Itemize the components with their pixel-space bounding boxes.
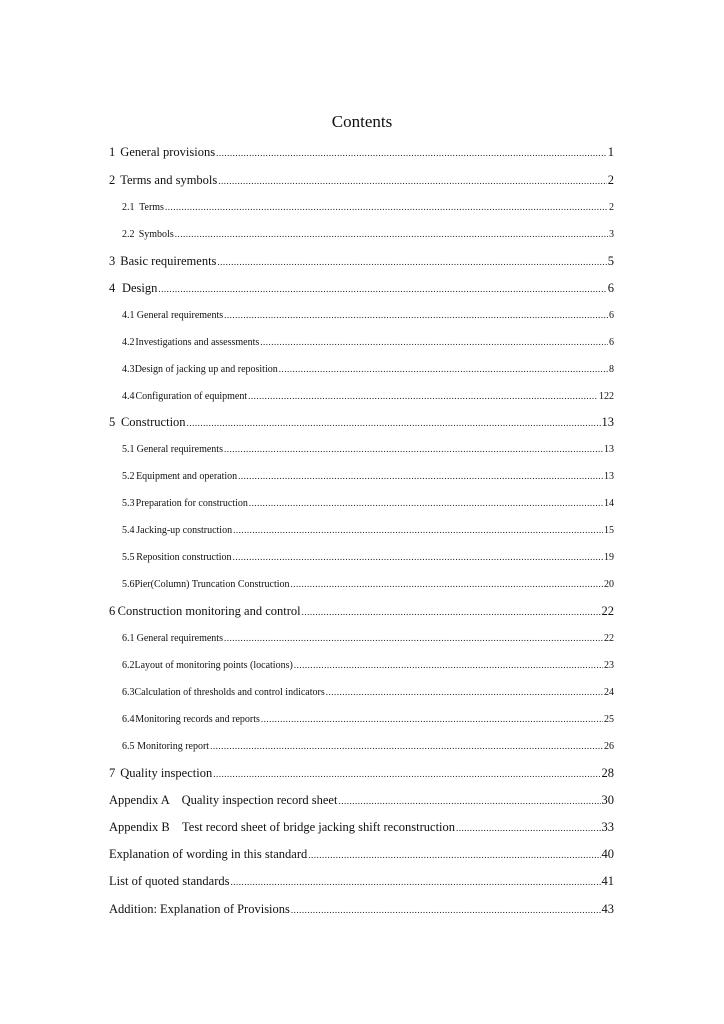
toc-entry-label: Monitoring report [137, 741, 210, 752]
toc-entry-label: Investigations and assessments [135, 337, 260, 348]
toc-entry-number: 4 [109, 281, 116, 295]
toc-entry-page-number: 30 [601, 793, 614, 807]
toc-entry-number: 6.4 [122, 714, 135, 725]
toc-dot-leader [249, 495, 603, 511]
toc-entry-page-number: 2 [607, 173, 614, 187]
toc-entry[interactable] [109, 846, 614, 863]
toc-entry[interactable] [122, 495, 614, 512]
toc-entry[interactable] [122, 522, 614, 539]
toc-entry-label: Appendix A Quality inspection record sheet [109, 793, 338, 807]
toc-entry-number: 6.2 [122, 660, 135, 671]
toc-entry-label: Basic requirements [120, 254, 217, 268]
toc-entry[interactable] [109, 172, 614, 189]
toc-entry-number: 5.4 [122, 525, 135, 536]
toc-entry-page-number: 6 [609, 337, 614, 348]
toc-entry-page-number: 19 [604, 552, 614, 563]
toc-entry-number: 4.3 [122, 364, 135, 375]
toc-entry-page-number: 23 [604, 660, 614, 671]
toc-entry-label: Jacking-up construction [136, 525, 233, 536]
toc-entry-label: Equipment and operation [136, 471, 238, 482]
toc-entry-label: Preparation for construction [135, 498, 248, 509]
toc-entry-page-number: 20 [604, 579, 614, 590]
page-title: Contents [331, 112, 393, 131]
toc-dot-leader [187, 415, 601, 431]
toc-entry-page-number: 24 [604, 687, 614, 698]
toc-entry[interactable] [109, 901, 614, 918]
toc-entry-label: Explanation of wording in this standard [109, 847, 308, 861]
toc-entry[interactable] [109, 792, 614, 809]
toc-entry-page-number: 22 [604, 633, 614, 644]
toc-entry-page-number: 14 [604, 498, 614, 509]
toc-entry-number: 4.4 [122, 391, 135, 402]
toc-dot-leader [233, 522, 603, 538]
toc-entry-page-number: 33 [601, 820, 614, 834]
toc-entry-label: General requirements [136, 444, 223, 455]
toc-dot-leader [238, 468, 603, 484]
toc-entry-page-number: 6 [609, 310, 614, 321]
toc-entry-label: Terms and symbols [120, 173, 218, 187]
toc-entry-label: Quality inspection [120, 766, 213, 780]
toc-entry[interactable] [109, 280, 614, 297]
toc-entry-page-number: 26 [604, 741, 614, 752]
toc-entry-label: Pier(Column) Truncation Construction [134, 579, 290, 590]
toc-entry[interactable] [122, 388, 614, 405]
toc-entry[interactable] [122, 738, 614, 755]
toc-dot-leader [294, 657, 603, 673]
toc-entry-number: 6.3 [122, 687, 135, 698]
toc-entry-number: 5.1 [122, 444, 135, 455]
toc-entry-label: Terms [139, 202, 164, 213]
toc-entry-page-number: 122 [599, 391, 614, 402]
toc-entry-label: Configuration of equipment [135, 391, 248, 402]
toc-entry-page-number: 43 [601, 902, 614, 916]
toc-dot-leader [158, 281, 606, 297]
toc-entry[interactable] [122, 334, 614, 351]
toc-dot-leader [302, 604, 601, 620]
toc-dot-leader [308, 847, 600, 863]
toc-entry[interactable] [122, 226, 614, 243]
toc-entry[interactable] [109, 603, 614, 620]
toc-entry-number: 4.1 [122, 310, 135, 321]
toc-entry-label: Construction monitoring and control [117, 604, 301, 618]
toc-entry-page-number: 28 [601, 766, 614, 780]
toc-dot-leader [261, 711, 603, 727]
toc-entry[interactable] [122, 361, 614, 378]
toc-entry[interactable] [122, 307, 614, 324]
toc-entry[interactable] [122, 441, 614, 458]
toc-dot-leader [230, 874, 600, 890]
toc-dot-leader [175, 226, 608, 242]
toc-entry-label: General requirements [136, 310, 224, 321]
toc-entry-label: Construction [120, 415, 186, 429]
toc-dot-leader [217, 254, 606, 270]
toc-entry-label: General provisions [120, 145, 216, 159]
toc-dot-leader [326, 684, 603, 700]
toc-entry-page-number: 41 [601, 874, 614, 888]
toc-entry-label: Addition: Explanation of Provisions [109, 902, 290, 916]
toc-dot-leader [224, 441, 603, 457]
toc-entry-number: 5 [109, 415, 116, 429]
toc-entry-label: Layout of monitoring points (locations) [134, 660, 293, 671]
toc-entry-page-number: 22 [601, 604, 614, 618]
toc-entry-label: Monitoring records and reports [135, 714, 260, 725]
toc-dot-leader [279, 361, 608, 377]
toc-entry-page-number: 5 [607, 254, 614, 268]
toc-entry-number: 2 [109, 173, 116, 187]
toc-entry-page-number: 25 [604, 714, 614, 725]
toc-entry-number: 1 [109, 145, 116, 159]
toc-entry-label: Design of jacking up and reposition [134, 364, 278, 375]
toc-entry[interactable] [109, 765, 614, 782]
toc-entry-number: 6.5 [122, 741, 135, 752]
toc-dot-leader [216, 145, 607, 161]
toc-entry-number: 5.5 [122, 552, 135, 563]
toc-entry[interactable] [109, 414, 614, 431]
toc-entry[interactable] [122, 549, 614, 566]
toc-entry-page-number: 40 [601, 847, 614, 861]
toc-entry-number: 7 [109, 766, 116, 780]
toc-entry[interactable] [109, 873, 614, 890]
toc-entry-number: 6.1 [122, 633, 135, 644]
toc-entry-label: General requirements [136, 633, 223, 644]
toc-entry-number: 3 [109, 254, 116, 268]
toc-entry-label: Reposition construction [136, 552, 232, 563]
toc-dot-leader [218, 173, 606, 189]
toc-dot-leader [260, 334, 608, 350]
toc-dot-leader [338, 793, 600, 809]
toc-entry-number: 6 [109, 604, 116, 618]
toc-entry-page-number: 1 [607, 145, 614, 159]
toc-entry-label: Calculation of thresholds and control indicators [134, 687, 325, 698]
toc-dot-leader [165, 199, 608, 215]
toc-entry-label: List of quoted standards [109, 874, 230, 888]
toc-dot-leader [291, 576, 604, 592]
toc-entry-page-number: 3 [609, 229, 614, 240]
toc-entry[interactable] [109, 819, 614, 836]
toc-entry-page-number: 6 [607, 281, 614, 295]
toc-entry[interactable] [122, 711, 614, 728]
toc-entry[interactable] [109, 253, 614, 270]
toc-dot-leader [224, 630, 603, 646]
toc-entry-page-number: 13 [604, 471, 614, 482]
toc-dot-leader [213, 766, 600, 782]
toc-entry[interactable] [122, 657, 614, 674]
toc-entry-number: 2.2 [122, 229, 135, 240]
toc-entry[interactable] [122, 684, 614, 701]
toc-entry-page-number: 2 [609, 202, 614, 213]
toc-dot-leader [456, 820, 600, 836]
toc-dot-leader [291, 902, 601, 918]
toc-entry[interactable] [122, 630, 614, 647]
toc-entry-number: 4.2 [122, 337, 135, 348]
toc-entry-label: Symbols [138, 229, 174, 240]
toc-entry-number: 5.3 [122, 498, 135, 509]
toc-dot-leader [248, 388, 598, 404]
toc-entry-page-number: 13 [604, 444, 614, 455]
toc-entry-number: 5.2 [122, 471, 135, 482]
toc-dot-leader [224, 307, 608, 323]
toc-entry-page-number: 13 [601, 415, 614, 429]
toc-entry-number: 2.1 [122, 202, 135, 213]
toc-entry-number: 5.6 [122, 579, 135, 590]
toc-dot-leader [233, 549, 603, 565]
toc-entry[interactable] [109, 144, 614, 161]
toc-entry-label: Appendix B Test record sheet of bridge jacking shift reconstruction [109, 820, 456, 834]
toc-entry-label: Design [121, 281, 158, 295]
toc-entry-page-number: 15 [604, 525, 614, 536]
toc-entry[interactable] [122, 576, 614, 593]
toc-entry[interactable] [122, 199, 614, 216]
toc-entry-page-number: 8 [609, 364, 614, 375]
toc-entry[interactable] [122, 468, 614, 485]
toc-dot-leader [210, 738, 603, 754]
